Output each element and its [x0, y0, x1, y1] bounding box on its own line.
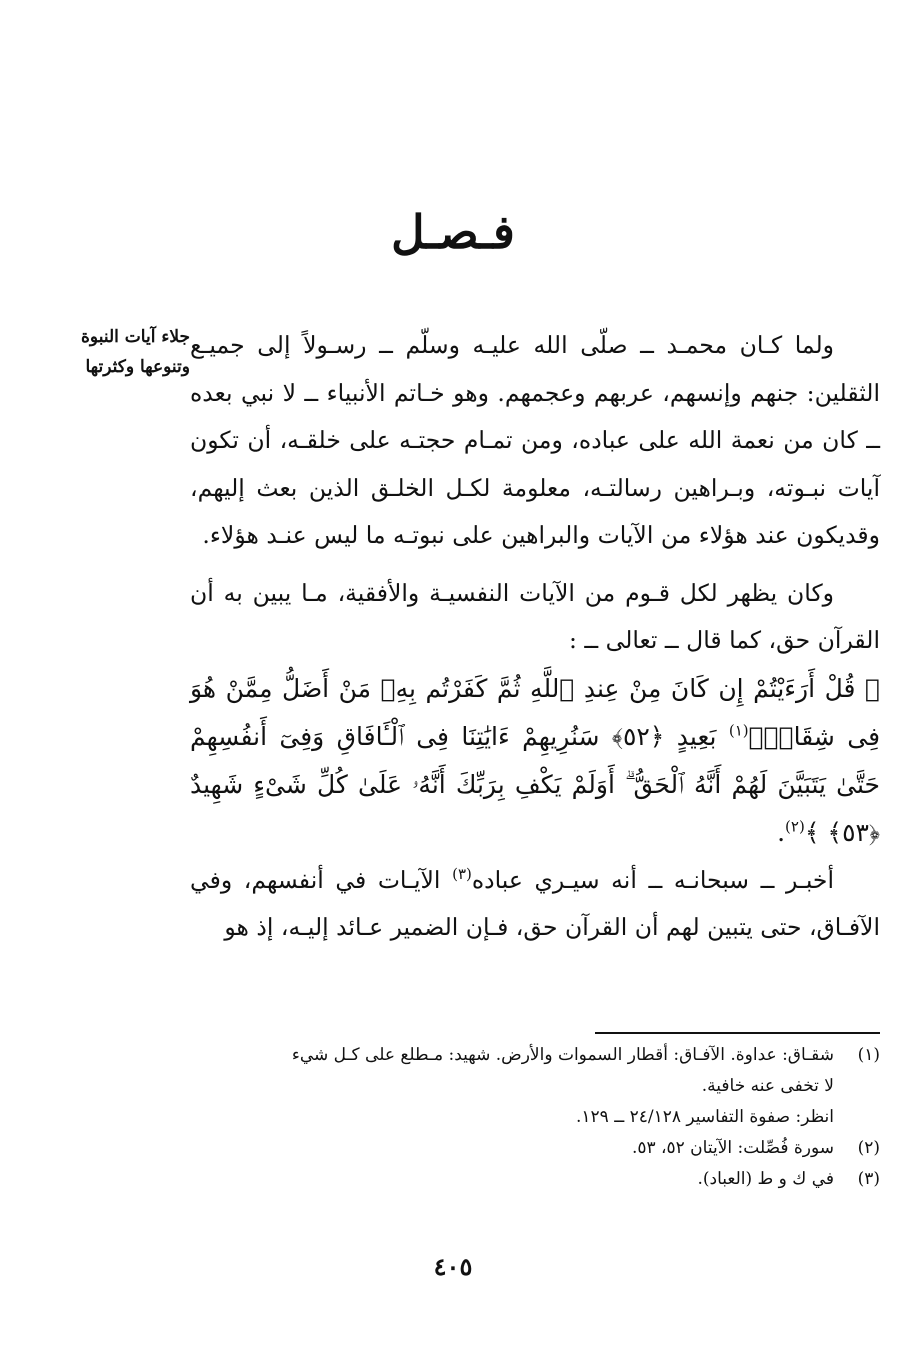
- footnote-text: في ك و ط (العباد).: [697, 1169, 834, 1189]
- footnote-3: [190, 1164, 880, 1195]
- footnote-number: (٣): [857, 1169, 880, 1189]
- footnote-number: (١): [857, 1045, 880, 1065]
- footnote-marker-2[interactable]: (٢): [785, 817, 805, 836]
- footnote-text: سورة فُصِّلت: الآيتان ٥٢، ٥٣.: [631, 1138, 834, 1158]
- footnote-marker-1[interactable]: (١): [728, 721, 749, 740]
- footnote-marker-3[interactable]: (٣): [452, 864, 472, 883]
- section-title: فـصـل: [391, 205, 515, 259]
- margin-note: جلاء آيات النبوة وتنوعها وكثرتها: [81, 327, 190, 377]
- paragraph-3-part-1: أخبـر ــ سبحانـه ــ أنه سيـري عباده: [471, 865, 834, 894]
- footnote-2: [190, 1133, 880, 1164]
- footnote-number: (٢): [857, 1138, 880, 1158]
- paragraph-3: [190, 857, 880, 952]
- quran-verse: [190, 665, 880, 857]
- paragraph-1: ولما كـان محمـد ــ صلّى الله عليـه وسلّم ــ رسـولاً إلى جميـع الثقلين: جنهم وإنسهم، عربهم وعجمهم. وهو خـاتم الأنبياء ــ لا نبي بعده ــ كان من نعمة الله على عباده، ومن تمـام حجتـه على خلقـه، أن تكون آيات نبـوته، وبـراهين رسالتـه، معلومة لكـل الخلـق الذين بعث إليهم، وقديكون عند هؤلاء من الآيات والبراهين على نبوتـه ما ليس عنـد هؤلاء.: [190, 331, 880, 549]
- quran-end-punct: .: [777, 817, 786, 847]
- footnote-divider: [595, 1032, 880, 1034]
- footnote-1-continuation: لا تخفى عنه خافية.: [701, 1076, 834, 1096]
- footnote-text: شقـاق: عداوة. الآفـاق: أقطار السموات والأرض. شهيد: مـطلع على كـل شيء: [291, 1045, 834, 1065]
- paragraph-3-part-2: الآيـات في أنفسهم، وفي الآفـاق، حتى يتبين لهم أن القرآن حق، فـإن الضمير عـائد إليـه، إذ هو: [190, 865, 880, 941]
- paragraph-2: وكان يظهر لكل قـوم من الآيات النفسيـة والأفقية، مـا يبين به أن القرآن حق، كما قال ــ تعالى ــ :: [190, 578, 880, 654]
- quran-text-part-1: ﴿ قُلْ أَرَءَيْتُمْ إِن كَانَ مِنْ عِندِ ٱللَّهِ ثُمَّ كَفَرْتُم بِهِۦ مَنْ أَضَلُّ مِمَّنْ هُوَ فِى شِقَاقٍۭ: [190, 673, 881, 751]
- footnote-1-reference: انظر: صفوة التفاسير ٢٤/١٢٨ ــ ١٢٩.: [576, 1107, 834, 1127]
- main-text: [190, 322, 880, 952]
- footnotes: [190, 1040, 880, 1195]
- quran-text-part-2: بَعِيدٍ ﴿٥٢﴾ سَنُرِيهِمْ ءَايَٰتِنَا فِى ٱلْـَٔافَاقِ وَفِىٓ أَنفُسِهِمْ حَتَّىٰ يَتَبَيَّنَ لَهُمْ أَنَّهُ ٱلْحَقُّ ۗ أَوَلَمْ يَكْفِ بِرَبِّكَ أَنَّهُۥ عَلَىٰ كُلِّ شَىْءٍ شَهِيدٌ ﴿٥٣﴾ ﴾: [190, 721, 880, 847]
- footnote-1: [190, 1040, 880, 1071]
- page-number: ٤٠٥: [433, 1252, 473, 1281]
